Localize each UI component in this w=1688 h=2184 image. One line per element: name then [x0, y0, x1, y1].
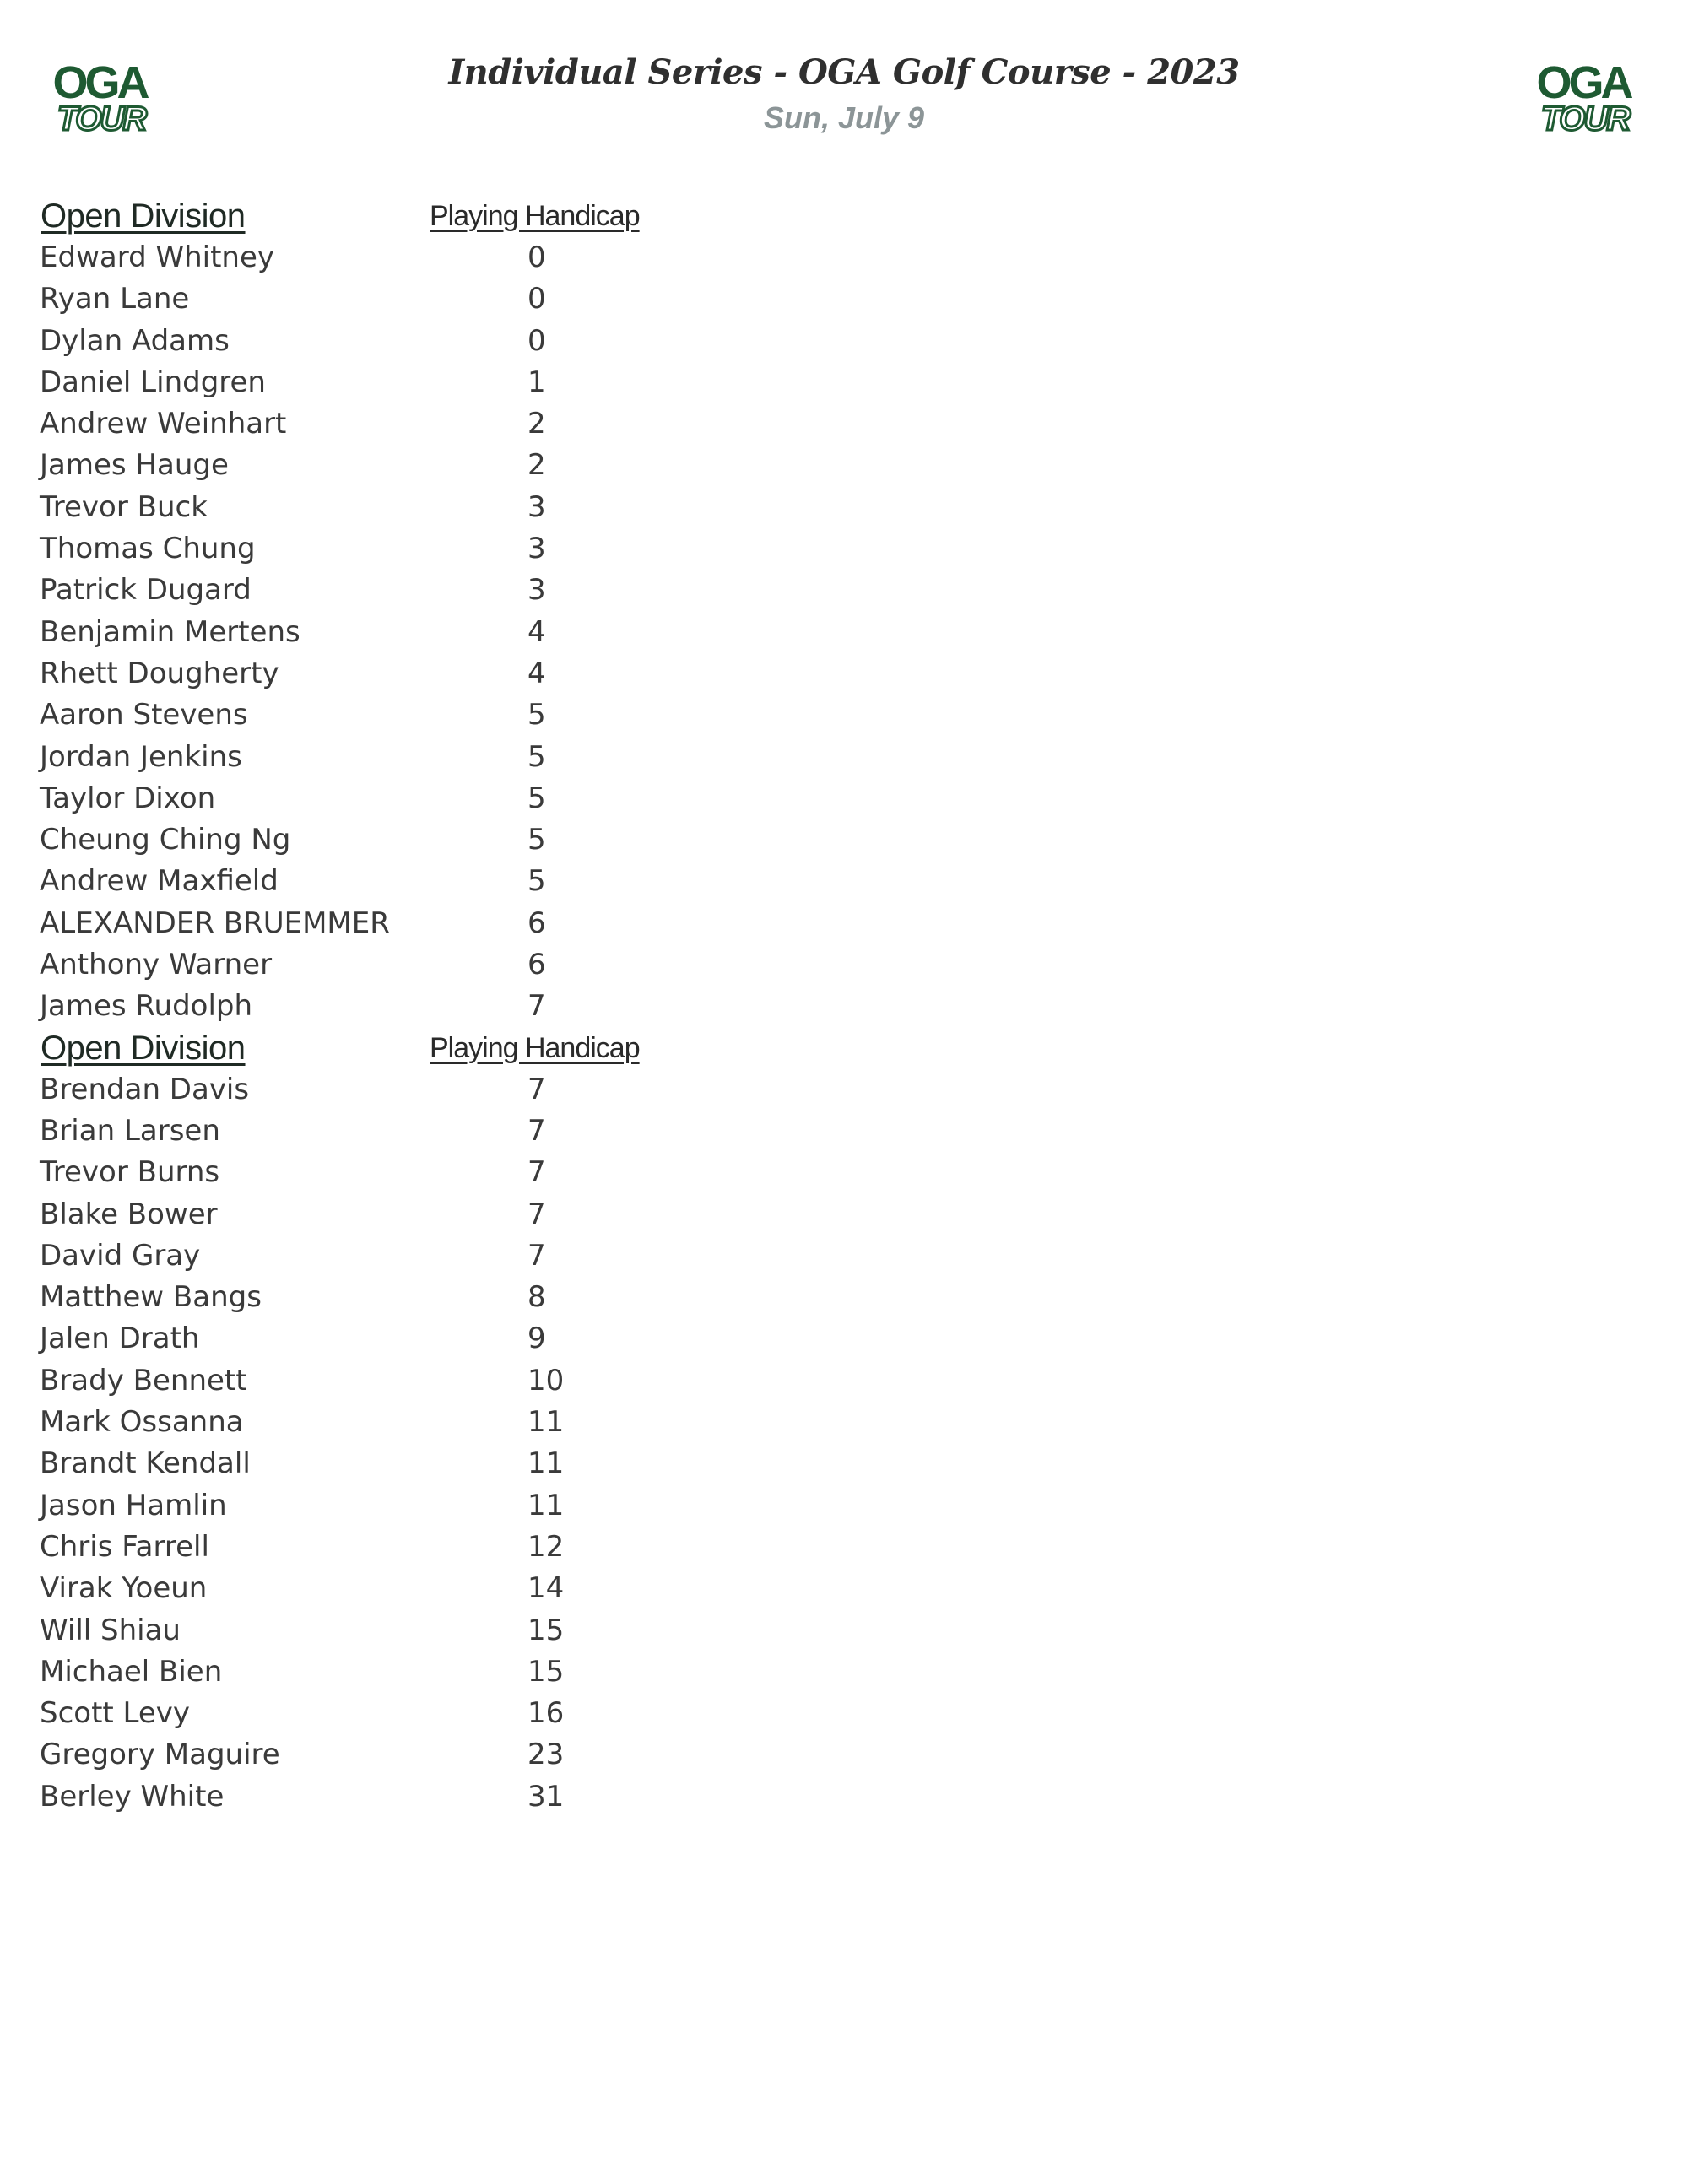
player-handicap: 4 [528, 656, 546, 690]
player-handicap: 11 [528, 1488, 565, 1522]
player-handicap: 5 [528, 823, 546, 857]
player-name: Brendan Davis [40, 1072, 250, 1106]
player-row [40, 1152, 799, 1193]
player-name: Benjamin Mertens [40, 614, 300, 649]
player-handicap: 1 [528, 365, 546, 399]
player-name: Will Shiau [40, 1613, 181, 1647]
player-handicap: 3 [528, 489, 546, 524]
player-row [40, 1568, 799, 1609]
player-row [40, 1277, 799, 1318]
player-name: Jordan Jenkins [40, 739, 242, 774]
player-row [40, 237, 799, 278]
player-row [40, 403, 799, 445]
player-row [40, 1069, 799, 1111]
player-row [40, 528, 799, 570]
player-handicap: 10 [528, 1363, 565, 1397]
player-row [40, 1527, 799, 1568]
player-name: Edward Whitney [40, 241, 275, 274]
player-row [40, 1734, 799, 1776]
player-name: Gregory Maguire [40, 1738, 280, 1772]
player-handicap: 11 [528, 1405, 565, 1440]
player-handicap: 7 [528, 1197, 546, 1231]
event-date: Sun, July 9 [763, 100, 925, 135]
player-row [40, 570, 799, 611]
player-row [40, 1235, 799, 1277]
player-name: Mark Ossanna [40, 1405, 244, 1440]
player-name: James Hauge [40, 448, 229, 483]
player-handicap: 0 [528, 282, 546, 316]
player-handicap: 12 [528, 1529, 565, 1564]
player-handicap: 7 [528, 989, 546, 1024]
player-name: Brandt Kendall [40, 1446, 251, 1481]
player-name: Anthony Warner [40, 948, 273, 982]
division-label: Open Division [41, 1029, 246, 1067]
player-name: Taylor Dixon [40, 781, 216, 815]
player-handicap: 9 [528, 1322, 546, 1356]
player-row [40, 861, 799, 902]
player-row [40, 1652, 799, 1693]
player-list [40, 196, 799, 1818]
player-row [40, 1194, 799, 1235]
player-handicap: 11 [528, 1446, 565, 1481]
player-row [40, 321, 799, 362]
player-handicap: 7 [528, 1113, 546, 1148]
player-handicap: 7 [528, 1072, 546, 1106]
player-name: James Rudolph [40, 989, 253, 1024]
player-row [40, 1318, 799, 1360]
player-row [40, 653, 799, 695]
player-name: Andrew Weinhart [40, 407, 287, 441]
player-row [40, 278, 799, 320]
player-handicap: 5 [528, 739, 546, 774]
player-handicap: 2 [528, 407, 546, 441]
logo-text-bottom: TOUR [1540, 100, 1630, 135]
player-name: Patrick Dugard [40, 573, 252, 608]
player-handicap: 8 [528, 1280, 546, 1315]
logo-text-top: OGA [52, 57, 147, 108]
player-name: Trevor Buck [40, 489, 208, 524]
logo-text-bottom: TOUR [57, 100, 146, 135]
logo-text-top: OGA [1536, 57, 1631, 108]
player-handicap: 5 [528, 864, 546, 899]
player-handicap: 3 [528, 532, 546, 566]
player-name: Scott Levy [40, 1696, 191, 1731]
player-name: Blake Bower [40, 1197, 218, 1231]
player-handicap: 4 [528, 614, 546, 649]
player-name: ALEXANDER BRUEMMER [40, 905, 390, 940]
player-handicap: 15 [528, 1654, 565, 1689]
player-row [40, 1610, 799, 1652]
player-handicap: 5 [528, 781, 546, 815]
player-handicap: 23 [528, 1738, 565, 1772]
player-handicap: 14 [528, 1571, 565, 1606]
player-handicap: 6 [528, 905, 546, 940]
player-handicap: 31 [528, 1779, 565, 1814]
player-name: Jason Hamlin [40, 1488, 227, 1522]
player-row [40, 1443, 799, 1484]
player-row [40, 445, 799, 486]
player-handicap: 0 [528, 241, 546, 274]
player-row [40, 737, 799, 778]
player-row [40, 1693, 799, 1734]
division-header [40, 1028, 799, 1069]
player-row [40, 1111, 799, 1152]
player-handicap: 3 [528, 573, 546, 608]
player-row [40, 362, 799, 403]
handicap-column-label: Playing Handicap [430, 1031, 640, 1064]
player-name: Thomas Chung [40, 532, 256, 566]
page-title: Individual Series - OGA Golf Course - 2023 [448, 52, 1240, 92]
player-row [40, 819, 799, 861]
player-handicap: 7 [528, 1155, 546, 1190]
player-name: David Gray [40, 1238, 201, 1273]
player-handicap: 5 [528, 698, 546, 733]
oga-tour-logo-icon [1524, 57, 1642, 135]
player-handicap: 0 [528, 323, 546, 358]
player-handicap: 15 [528, 1613, 565, 1647]
handicap-column-label: Playing Handicap [430, 200, 640, 232]
player-handicap: 6 [528, 948, 546, 982]
player-name: Jalen Drath [40, 1322, 200, 1356]
oga-tour-logo-right [1524, 57, 1642, 135]
player-name: Brady Bennett [40, 1363, 247, 1397]
player-row [40, 487, 799, 528]
player-name: Michael Bien [40, 1654, 223, 1689]
player-name: Trevor Burns [40, 1155, 220, 1190]
division-label: Open Division [41, 197, 246, 235]
player-row [40, 695, 799, 736]
player-name: Cheung Ching Ng [40, 823, 291, 857]
player-row [40, 944, 799, 986]
player-name: Daniel Lindgren [40, 365, 266, 399]
player-handicap: 16 [528, 1696, 565, 1731]
player-name: Chris Farrell [40, 1529, 209, 1564]
player-name: Berley White [40, 1779, 225, 1814]
player-name: Brian Larsen [40, 1113, 220, 1148]
player-name: Dylan Adams [40, 323, 230, 358]
division-header [40, 196, 799, 237]
player-name: Aaron Stevens [40, 698, 248, 733]
player-row [40, 903, 799, 944]
player-row [40, 986, 799, 1027]
player-handicap: 2 [528, 448, 546, 483]
player-handicap: 7 [528, 1238, 546, 1273]
player-row [40, 612, 799, 653]
player-row [40, 778, 799, 819]
player-name: Andrew Maxfield [40, 864, 279, 899]
player-row [40, 1485, 799, 1527]
player-row [40, 1402, 799, 1443]
player-name: Virak Yoeun [40, 1571, 208, 1606]
player-name: Matthew Bangs [40, 1280, 262, 1315]
player-name: Rhett Dougherty [40, 656, 279, 690]
player-row [40, 1360, 799, 1402]
player-name: Ryan Lane [40, 282, 190, 316]
player-row [40, 1776, 799, 1818]
